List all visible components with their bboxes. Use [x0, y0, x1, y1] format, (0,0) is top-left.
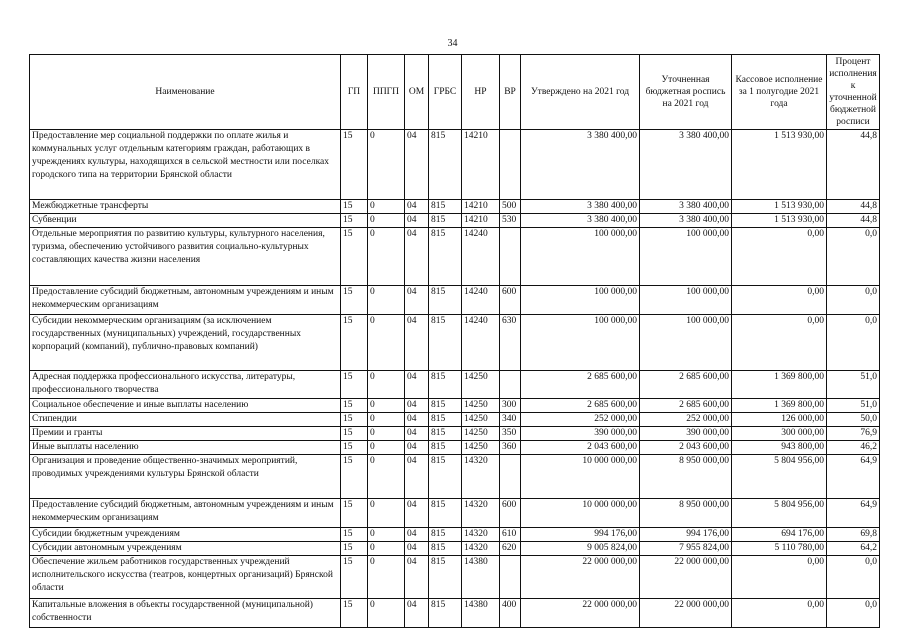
cell-refined: 7 955 824,00	[640, 542, 732, 556]
header-refined: Уточненная бюджетная роспись на 2021 год	[640, 55, 732, 130]
cell-approved: 100 000,00	[521, 315, 640, 371]
cell-percent: 0,0	[827, 599, 880, 628]
cell-nr: 14210	[462, 200, 500, 214]
cell-ppgp: 0	[368, 499, 405, 528]
cell-om: 04	[405, 228, 429, 286]
cell-refined: 100 000,00	[640, 286, 732, 315]
header-percent: Процент исполнения к уточненной бюджетной росписи	[827, 55, 880, 130]
cell-vr: 360	[500, 441, 521, 455]
cell-name: Субсидии бюджетным учреждениям	[30, 528, 341, 542]
cell-vr	[500, 130, 521, 200]
header-row	[30, 55, 880, 130]
cell-gp: 15	[341, 427, 368, 441]
cell-percent: 64,9	[827, 455, 880, 499]
cell-name: Предоставление субсидий бюджетным, автономным учреждениям и иным некоммерческим организациям	[30, 286, 341, 315]
header-grbs: ГРБС	[429, 55, 462, 130]
cell-om: 04	[405, 542, 429, 556]
cell-nr: 14240	[462, 286, 500, 315]
cell-name: Субвенции	[30, 214, 341, 228]
cell-refined: 252 000,00	[640, 413, 732, 427]
cell-cash: 0,00	[732, 599, 827, 628]
cell-approved: 10 000 000,00	[521, 499, 640, 528]
cell-approved: 10 000 000,00	[521, 455, 640, 499]
cell-refined: 2 043 600,00	[640, 441, 732, 455]
cell-om: 04	[405, 214, 429, 228]
cell-vr: 600	[500, 499, 521, 528]
table-row	[30, 427, 880, 441]
cell-gp: 15	[341, 130, 368, 200]
cell-percent: 0,0	[827, 228, 880, 286]
cell-ppgp: 0	[368, 228, 405, 286]
cell-vr: 630	[500, 315, 521, 371]
cell-refined: 22 000 000,00	[640, 556, 732, 599]
cell-gp: 15	[341, 200, 368, 214]
cell-grbs: 815	[429, 427, 462, 441]
cell-cash: 5 804 956,00	[732, 499, 827, 528]
cell-gp: 15	[341, 399, 368, 413]
cell-ppgp: 0	[368, 427, 405, 441]
cell-ppgp: 0	[368, 371, 405, 399]
table-row	[30, 599, 880, 628]
cell-grbs: 815	[429, 455, 462, 499]
header-approved: Утверждено на 2021 год	[521, 55, 640, 130]
cell-ppgp: 0	[368, 286, 405, 315]
cell-grbs: 815	[429, 441, 462, 455]
table-row	[30, 286, 880, 315]
cell-nr: 14250	[462, 371, 500, 399]
cell-om: 04	[405, 556, 429, 599]
cell-om: 04	[405, 200, 429, 214]
cell-approved: 2 685 600,00	[521, 371, 640, 399]
cell-cash: 694 176,00	[732, 528, 827, 542]
cell-approved: 100 000,00	[521, 286, 640, 315]
cell-name: Предоставление субсидий бюджетным, автономным учреждениям и иным некоммерческим организациям	[30, 499, 341, 528]
cell-vr	[500, 371, 521, 399]
cell-om: 04	[405, 413, 429, 427]
header-om: ОМ	[405, 55, 429, 130]
cell-approved: 390 000,00	[521, 427, 640, 441]
cell-approved: 3 380 400,00	[521, 200, 640, 214]
cell-cash: 5 110 780,00	[732, 542, 827, 556]
cell-grbs: 815	[429, 528, 462, 542]
cell-vr: 350	[500, 427, 521, 441]
cell-grbs: 815	[429, 542, 462, 556]
cell-approved: 2 043 600,00	[521, 441, 640, 455]
cell-cash: 126 000,00	[732, 413, 827, 427]
cell-gp: 15	[341, 599, 368, 628]
cell-om: 04	[405, 286, 429, 315]
cell-ppgp: 0	[368, 315, 405, 371]
cell-vr: 620	[500, 542, 521, 556]
table-row	[30, 499, 880, 528]
cell-cash: 1 369 800,00	[732, 371, 827, 399]
cell-percent: 50,0	[827, 413, 880, 427]
cell-vr: 500	[500, 200, 521, 214]
cell-gp: 15	[341, 214, 368, 228]
cell-grbs: 815	[429, 556, 462, 599]
cell-percent: 69,8	[827, 528, 880, 542]
budget-table	[29, 54, 880, 628]
cell-approved: 2 685 600,00	[521, 399, 640, 413]
cell-nr: 14240	[462, 315, 500, 371]
cell-vr: 400	[500, 599, 521, 628]
header-ppgp: ППГП	[368, 55, 405, 130]
cell-ppgp: 0	[368, 130, 405, 200]
cell-grbs: 815	[429, 228, 462, 286]
cell-gp: 15	[341, 228, 368, 286]
cell-gp: 15	[341, 441, 368, 455]
cell-nr: 14210	[462, 214, 500, 228]
cell-om: 04	[405, 499, 429, 528]
header-nr: НР	[462, 55, 500, 130]
cell-grbs: 815	[429, 499, 462, 528]
cell-gp: 15	[341, 455, 368, 499]
cell-om: 04	[405, 315, 429, 371]
cell-name: Премии и гранты	[30, 427, 341, 441]
cell-nr: 14250	[462, 413, 500, 427]
cell-percent: 44,8	[827, 200, 880, 214]
cell-approved: 994 176,00	[521, 528, 640, 542]
cell-nr: 14320	[462, 528, 500, 542]
cell-name: Организация и проведение общественно-значимых мероприятий, проводимых учреждениями культуры Брянской области	[30, 455, 341, 499]
cell-grbs: 815	[429, 200, 462, 214]
cell-om: 04	[405, 599, 429, 628]
cell-name: Обеспечение жильем работников государственных учреждений исполнительского искусства (театров, концертных организаций) Брянской области	[30, 556, 341, 599]
cell-grbs: 815	[429, 371, 462, 399]
cell-name: Иные выплаты населению	[30, 441, 341, 455]
cell-grbs: 815	[429, 214, 462, 228]
cell-vr	[500, 455, 521, 499]
cell-percent: 76,9	[827, 427, 880, 441]
cell-vr: 600	[500, 286, 521, 315]
cell-grbs: 815	[429, 599, 462, 628]
cell-grbs: 815	[429, 130, 462, 200]
cell-om: 04	[405, 427, 429, 441]
cell-om: 04	[405, 130, 429, 200]
page-number: 34	[447, 38, 458, 49]
cell-vr	[500, 556, 521, 599]
cell-refined: 100 000,00	[640, 228, 732, 286]
header-cash: Кассовое исполнение за 1 полугодие 2021 года	[732, 55, 827, 130]
cell-refined: 994 176,00	[640, 528, 732, 542]
cell-nr: 14320	[462, 455, 500, 499]
cell-approved: 252 000,00	[521, 413, 640, 427]
table-body	[30, 130, 880, 628]
table-row	[30, 315, 880, 371]
cell-ppgp: 0	[368, 528, 405, 542]
cell-approved: 22 000 000,00	[521, 556, 640, 599]
cell-name: Адресная поддержка профессионального искусства, литературы, профессионального творчества	[30, 371, 341, 399]
cell-refined: 8 950 000,00	[640, 455, 732, 499]
cell-vr: 530	[500, 214, 521, 228]
table-row	[30, 556, 880, 599]
table-row	[30, 371, 880, 399]
cell-ppgp: 0	[368, 441, 405, 455]
cell-percent: 46,2	[827, 441, 880, 455]
cell-gp: 15	[341, 499, 368, 528]
cell-vr: 340	[500, 413, 521, 427]
cell-refined: 3 380 400,00	[640, 200, 732, 214]
cell-nr: 14380	[462, 599, 500, 628]
cell-percent: 0,0	[827, 315, 880, 371]
cell-ppgp: 0	[368, 200, 405, 214]
cell-gp: 15	[341, 315, 368, 371]
table-row	[30, 200, 880, 214]
cell-om: 04	[405, 399, 429, 413]
cell-percent: 64,9	[827, 499, 880, 528]
cell-name: Социальное обеспечение и иные выплаты населению	[30, 399, 341, 413]
cell-om: 04	[405, 371, 429, 399]
cell-refined: 3 380 400,00	[640, 214, 732, 228]
cell-cash: 943 800,00	[732, 441, 827, 455]
cell-approved: 9 005 824,00	[521, 542, 640, 556]
table-header	[30, 55, 880, 130]
cell-percent: 0,0	[827, 286, 880, 315]
table-row	[30, 130, 880, 200]
cell-cash: 1 513 930,00	[732, 200, 827, 214]
cell-nr: 14320	[462, 542, 500, 556]
cell-nr: 14250	[462, 399, 500, 413]
cell-cash: 1 513 930,00	[732, 214, 827, 228]
cell-refined: 22 000 000,00	[640, 599, 732, 628]
table-row	[30, 399, 880, 413]
header-vr: ВР	[500, 55, 521, 130]
cell-cash: 0,00	[732, 556, 827, 599]
header-name: Наименование	[30, 55, 341, 130]
cell-approved: 3 380 400,00	[521, 130, 640, 200]
cell-gp: 15	[341, 556, 368, 599]
cell-gp: 15	[341, 371, 368, 399]
cell-percent: 44,8	[827, 214, 880, 228]
cell-approved: 22 000 000,00	[521, 599, 640, 628]
cell-vr: 300	[500, 399, 521, 413]
cell-cash: 5 804 956,00	[732, 455, 827, 499]
cell-ppgp: 0	[368, 599, 405, 628]
cell-refined: 2 685 600,00	[640, 399, 732, 413]
table-row	[30, 228, 880, 286]
cell-ppgp: 0	[368, 413, 405, 427]
table-row	[30, 455, 880, 499]
cell-percent: 0,0	[827, 556, 880, 599]
cell-refined: 3 380 400,00	[640, 130, 732, 200]
cell-refined: 100 000,00	[640, 315, 732, 371]
cell-cash: 0,00	[732, 228, 827, 286]
cell-ppgp: 0	[368, 455, 405, 499]
cell-grbs: 815	[429, 399, 462, 413]
cell-nr: 14240	[462, 228, 500, 286]
cell-grbs: 815	[429, 286, 462, 315]
cell-grbs: 815	[429, 315, 462, 371]
table-row	[30, 441, 880, 455]
cell-refined: 8 950 000,00	[640, 499, 732, 528]
cell-nr: 14320	[462, 499, 500, 528]
cell-percent: 64,2	[827, 542, 880, 556]
cell-name: Капитальные вложения в объекты государственной (муниципальной) собственности	[30, 599, 341, 628]
cell-om: 04	[405, 528, 429, 542]
table-row	[30, 413, 880, 427]
cell-cash: 1 369 800,00	[732, 399, 827, 413]
cell-nr: 14250	[462, 441, 500, 455]
cell-cash: 300 000,00	[732, 427, 827, 441]
cell-refined: 390 000,00	[640, 427, 732, 441]
cell-approved: 100 000,00	[521, 228, 640, 286]
cell-name: Межбюджетные трансферты	[30, 200, 341, 214]
cell-name: Стипендии	[30, 413, 341, 427]
cell-nr: 14380	[462, 556, 500, 599]
cell-percent: 44,8	[827, 130, 880, 200]
cell-om: 04	[405, 455, 429, 499]
cell-ppgp: 0	[368, 399, 405, 413]
cell-name: Отдельные мероприятия по развитию культуры, культурного населения, туризма, обеспечению устойчивого развития социально-культурных составляющих качества жизни населения	[30, 228, 341, 286]
cell-ppgp: 0	[368, 542, 405, 556]
cell-ppgp: 0	[368, 556, 405, 599]
cell-cash: 0,00	[732, 315, 827, 371]
cell-gp: 15	[341, 542, 368, 556]
cell-vr: 610	[500, 528, 521, 542]
cell-name: Субсидии автономным учреждениям	[30, 542, 341, 556]
cell-nr: 14210	[462, 130, 500, 200]
cell-vr	[500, 228, 521, 286]
cell-name: Предоставление мер социальной поддержки по оплате жилья и коммунальных услуг отдельным категориям граждан, работающих в учреждениях культуры, находящихся в сельской местности или поселках городского типа на территории Брянской области	[30, 130, 341, 200]
header-gp: ГП	[341, 55, 368, 130]
cell-nr: 14250	[462, 427, 500, 441]
cell-cash: 0,00	[732, 286, 827, 315]
table-row	[30, 528, 880, 542]
table-row	[30, 542, 880, 556]
cell-gp: 15	[341, 413, 368, 427]
cell-om: 04	[405, 441, 429, 455]
table-row	[30, 214, 880, 228]
cell-ppgp: 0	[368, 214, 405, 228]
cell-grbs: 815	[429, 413, 462, 427]
cell-cash: 1 513 930,00	[732, 130, 827, 200]
cell-gp: 15	[341, 286, 368, 315]
cell-gp: 15	[341, 528, 368, 542]
cell-name: Субсидии некоммерческим организациям (за исключением государственных (муниципальных) учреждений, государственных корпораций (компаний), публично-правовых компаний)	[30, 315, 341, 371]
cell-percent: 51,0	[827, 399, 880, 413]
cell-approved: 3 380 400,00	[521, 214, 640, 228]
cell-refined: 2 685 600,00	[640, 371, 732, 399]
cell-percent: 51,0	[827, 371, 880, 399]
